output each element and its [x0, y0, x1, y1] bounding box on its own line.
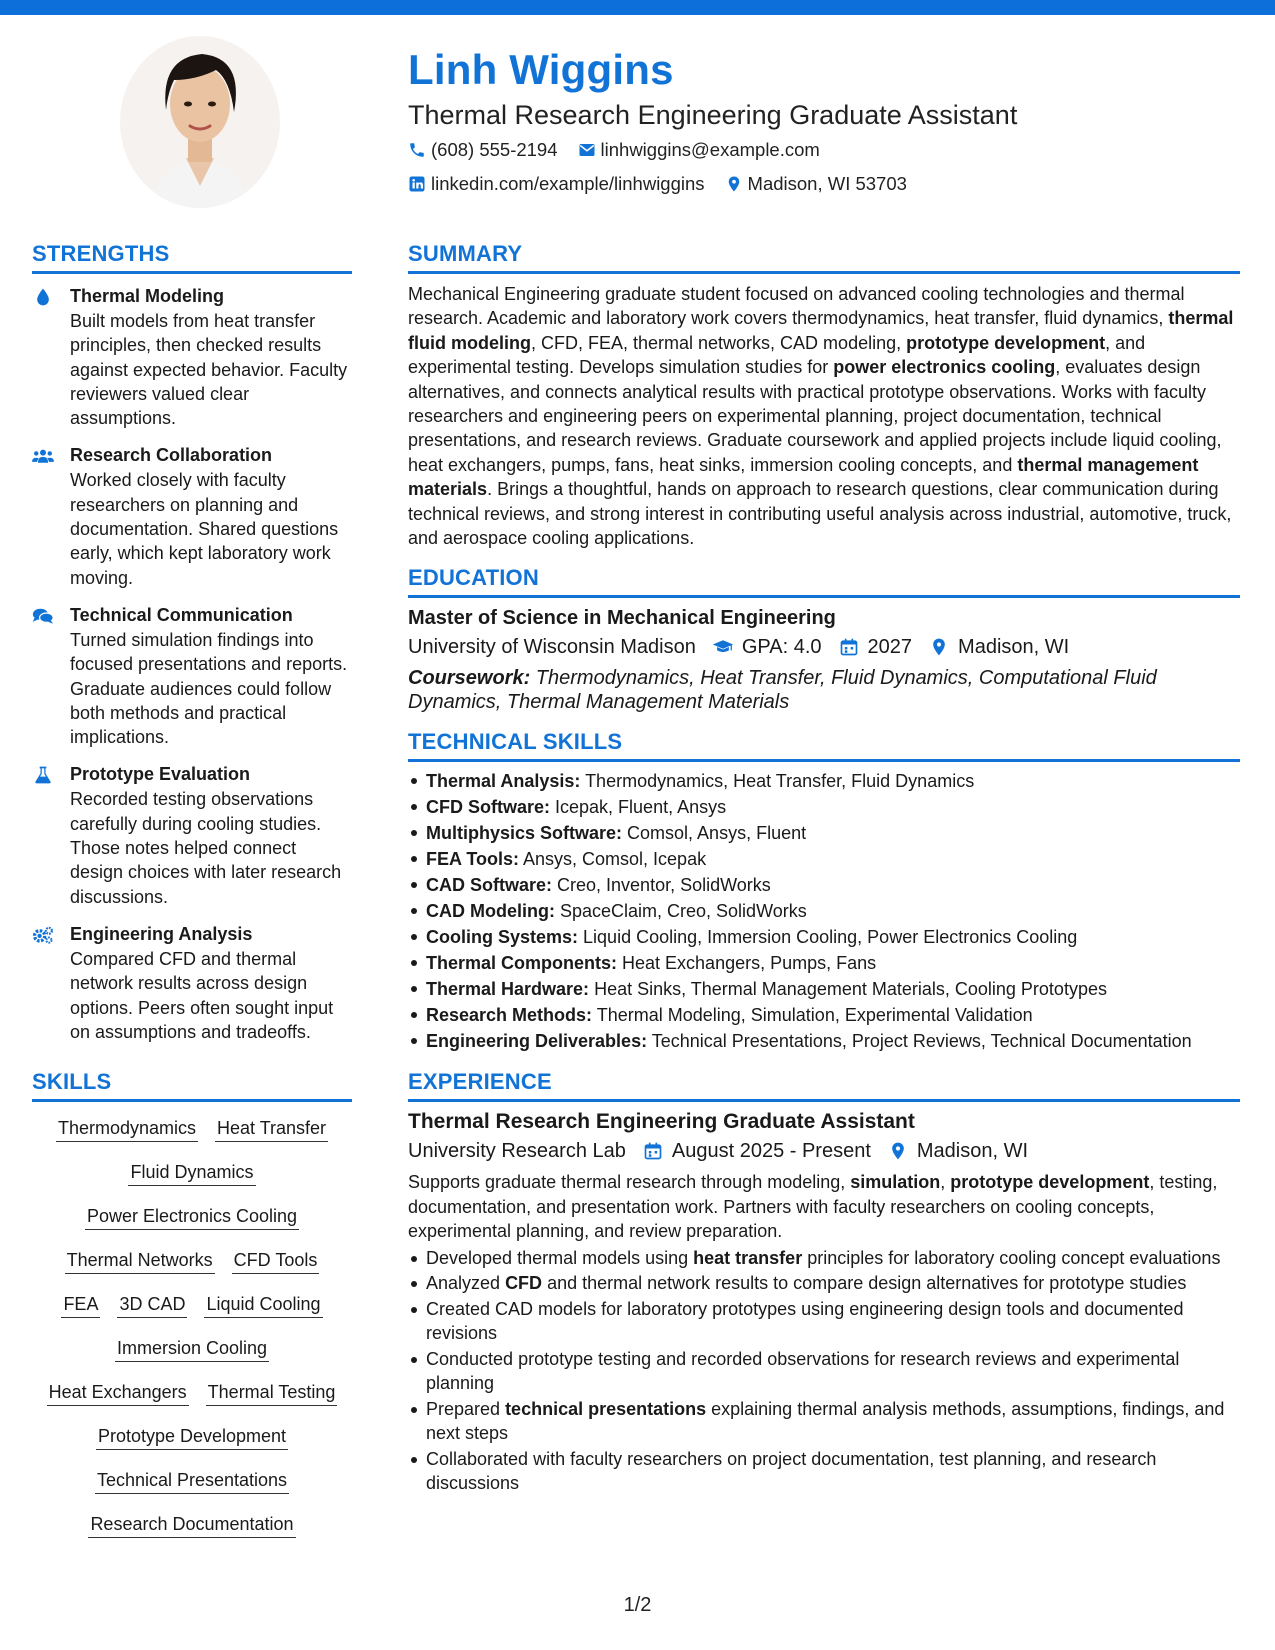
skill-values: Icepak, Fluent, Ansys: [550, 797, 727, 818]
skill-tag: Heat Exchangers: [47, 1380, 189, 1406]
education-heading: EDUCATION: [408, 564, 1240, 598]
email-contact[interactable]: [578, 139, 820, 161]
graduation-cap-icon: [712, 637, 734, 657]
technical-skill-item: [408, 1028, 1240, 1054]
droplet-icon: [32, 287, 54, 307]
skill-line: [36, 1160, 348, 1186]
strength-item: [32, 443, 352, 589]
experience-bullet: [408, 1271, 1240, 1296]
education-meta: [408, 632, 1240, 662]
linkedin-contact[interactable]: [408, 173, 705, 195]
gears-icon: [32, 925, 54, 945]
technical-skill-item: [408, 846, 1240, 872]
experience-bullet: [408, 1397, 1240, 1446]
text-segment: explaining thermal analysis methods, assumptions, findings, and next steps: [426, 1398, 1225, 1444]
text-segment: , CFD, FEA, thermal networks, CAD modeling,: [531, 332, 907, 353]
page-number: 1/2: [623, 1594, 652, 1616]
technical-skill-item: [408, 1002, 1240, 1028]
skill-category: Thermal Analysis:: [426, 771, 581, 792]
technical-skill-item: [408, 768, 1240, 794]
text-segment: Collaborated with faculty researchers on project documentation, test planning, and research discussions: [426, 1448, 1157, 1494]
technical-skill-item: [408, 898, 1240, 924]
bold-keyword: simulation: [850, 1172, 941, 1193]
coursework: [408, 666, 1240, 714]
strength-title: Research Collaboration: [70, 445, 273, 466]
skill-values: Creo, Inventor, SolidWorks: [552, 875, 771, 896]
skill-line: [36, 1512, 348, 1538]
coursework-label: Coursework:: [408, 667, 531, 690]
skill-tag: Fluid Dynamics: [128, 1160, 255, 1186]
strength-title: Thermal Modeling: [70, 286, 225, 306]
text-segment: , testing, documentation, and presentation work. Partners with faculty researchers on cooling concepts, experimental planning, and review preparation.: [408, 1172, 1218, 1242]
strength-desc: Recorded testing observations carefully during cooling studies. Those notes helped connect design choices with later research discussions.: [70, 789, 342, 907]
contact-row-1: [408, 134, 1238, 166]
skill-category: Cooling Systems:: [426, 927, 579, 948]
profile-photo: [120, 36, 280, 208]
skill-tag: Thermal Networks: [65, 1248, 215, 1274]
school-name: University of Wisconsin Madison: [408, 636, 696, 659]
strengths-list: [32, 284, 352, 1044]
text-segment: , and experimental testing. Develops simulation studies for: [408, 332, 1146, 378]
candidate-title: Thermal Research Engineering Graduate Assistant: [408, 100, 1018, 130]
experience-location: Madison, WI: [916, 1140, 1029, 1163]
experience-dates: August 2025 - Present: [671, 1140, 871, 1163]
contact-row-2: [408, 168, 1238, 200]
skill-tag: FEA: [61, 1292, 100, 1318]
skill-tags: [32, 1116, 352, 1538]
skill-line: [36, 1204, 348, 1230]
right-column: [408, 240, 1240, 1497]
text-segment: Supports graduate thermal research through modeling,: [408, 1172, 851, 1193]
experience-role: Thermal Research Engineering Graduate Assistant: [408, 1110, 915, 1134]
bold-keyword: prototype development: [906, 332, 1106, 353]
technical-skill-item: [408, 820, 1240, 846]
text-segment: Analyzed: [426, 1273, 506, 1294]
skill-line: [36, 1116, 348, 1142]
skill-values: SpaceClaim, Creo, SolidWorks: [554, 901, 807, 922]
strength-desc: Built models from heat transfer principles, then checked results against expected behavior. Faculty reviewers valued clear assumptions.: [70, 311, 348, 429]
gpa-text: GPA: 4.0: [741, 636, 822, 659]
technical-skill-item: [408, 872, 1240, 898]
skill-tag: Thermodynamics: [56, 1116, 198, 1142]
skill-tag: CFD Tools: [232, 1248, 320, 1274]
technical-skill-item: [408, 924, 1240, 950]
skill-values: Heat Exchangers, Pumps, Fans: [617, 953, 877, 974]
experience-org: University Research Lab: [408, 1140, 626, 1163]
linkedin-text: linkedin.com/example/linhwiggins: [431, 173, 705, 194]
skill-tag: Technical Presentations: [95, 1468, 289, 1494]
skill-category: Engineering Deliverables:: [426, 1031, 648, 1052]
experience-intro: [408, 1170, 1240, 1243]
text-segment: Mechanical Engineering graduate student focused on advanced cooling technologies and thermal research. Academic and laboratory work covers thermodynamics, heat transfer, fluid dynamics,: [408, 284, 1185, 329]
technical-skill-item: [408, 950, 1240, 976]
skill-category: Thermal Hardware:: [426, 979, 590, 1000]
users-icon: [32, 446, 54, 466]
technical-skill-item: [408, 794, 1240, 820]
bold-keyword: thermal fluid modeling: [408, 308, 1234, 353]
text-segment: and thermal network results to compare design alternatives for prototype studies: [542, 1273, 1187, 1294]
map-pin-icon: [887, 1141, 909, 1161]
bold-keyword: prototype development: [950, 1172, 1150, 1193]
experience-bullet: [408, 1297, 1240, 1346]
text-segment: Created CAD models for laboratory prototypes using engineering design tools and documented revisions: [426, 1298, 1184, 1344]
skill-line: [36, 1336, 348, 1362]
experience-bullet: [408, 1347, 1240, 1396]
skill-category: CAD Modeling:: [426, 901, 555, 922]
strength-desc: Compared CFD and thermal network results across design options. Peers often sought input on assumptions and tradeoffs.: [70, 948, 334, 1042]
text-segment: Conducted prototype testing and recorded observations for research reviews and experimental planning: [426, 1348, 1180, 1394]
skill-values: Ansys, Comsol, Icepak: [519, 849, 707, 870]
skill-line: [36, 1424, 348, 1450]
degree-title: Master of Science in Mechanical Engineering: [408, 607, 836, 630]
skill-values: Heat Sinks, Thermal Management Materials, Cooling Prototypes: [589, 979, 1107, 1000]
skill-tag: Prototype Development: [96, 1424, 288, 1450]
skill-tag: Power Electronics Cooling: [85, 1204, 299, 1230]
skill-tag: Heat Transfer: [215, 1116, 328, 1142]
map-pin-icon: [928, 637, 950, 657]
strengths-heading: STRENGTHS: [32, 240, 352, 274]
text-segment: Developed thermal models using: [426, 1247, 694, 1268]
experience-bullets: [408, 1246, 1240, 1496]
experience-meta: [408, 1136, 1240, 1166]
strength-title: Prototype Evaluation: [70, 764, 251, 785]
email-text: linhwiggins@example.com: [600, 139, 820, 160]
skills-heading: SKILLS: [32, 1068, 352, 1102]
strength-item: [32, 762, 352, 908]
graduation-year: 2027: [867, 636, 913, 659]
technical-skills-heading: TECHNICAL SKILLS: [408, 728, 1240, 762]
skill-tag: Immersion Cooling: [115, 1336, 269, 1362]
skill-line: [36, 1292, 348, 1318]
skill-line: [36, 1248, 348, 1274]
skill-category: Research Methods:: [426, 1005, 593, 1026]
skill-category: Multiphysics Software:: [426, 823, 623, 844]
envelope-icon: [578, 141, 596, 159]
skill-values: Thermal Modeling, Simulation, Experimental Validation: [592, 1005, 1033, 1026]
skill-category: FEA Tools:: [426, 849, 519, 870]
strength-desc: Turned simulation findings into focused presentations and reports. Graduate audiences could follow both methods and practical implications.: [70, 629, 348, 748]
strength-title: Engineering Analysis: [70, 923, 253, 944]
skill-line: [36, 1380, 348, 1406]
strength-title: Technical Communication: [70, 604, 293, 625]
strength-item: [32, 922, 352, 1044]
summary-text: [408, 282, 1240, 550]
skill-values: Thermodynamics, Heat Transfer, Fluid Dynamics: [580, 771, 975, 792]
left-column: [32, 240, 352, 1556]
top-accent-bar: [0, 0, 1275, 15]
calendar-icon: [642, 1141, 664, 1161]
skill-category: CFD Software:: [426, 797, 551, 818]
phone-contact[interactable]: [408, 139, 558, 161]
strength-item: [32, 284, 352, 430]
bold-keyword: CFD: [505, 1273, 543, 1294]
map-pin-icon: [725, 175, 743, 193]
text-segment: principles for laboratory cooling concept evaluations: [802, 1247, 1221, 1268]
skill-tag: Research Documentation: [88, 1512, 295, 1538]
experience-bullet: [408, 1447, 1240, 1496]
text-segment: Prepared: [426, 1398, 506, 1419]
strength-item: [32, 603, 352, 749]
phone-text: (608) 555-2194: [431, 139, 558, 160]
skill-values: Technical Presentations, Project Reviews, Technical Documentation: [647, 1031, 1192, 1052]
linkedin-icon: [408, 175, 426, 193]
skill-line: [36, 1468, 348, 1494]
skill-tag: 3D CAD: [117, 1292, 187, 1318]
skill-category: CAD Software:: [426, 875, 553, 896]
summary-heading: SUMMARY: [408, 240, 1240, 274]
location-text: Madison, WI 53703: [747, 173, 907, 194]
skill-values: Comsol, Ansys, Fluent: [622, 823, 807, 844]
technical-skill-item: [408, 976, 1240, 1002]
candidate-name: Linh Wiggins: [408, 46, 674, 93]
bold-keyword: thermal management materials: [408, 454, 1199, 500]
skill-tag: Liquid Cooling: [204, 1292, 322, 1318]
text-segment: ,: [940, 1172, 951, 1193]
skill-category: Thermal Components:: [426, 953, 618, 974]
text-segment: . Brings a thoughtful, hands on approach to research questions, clear communication during technical reviews, and strong interest in contributing useful analysis across industrial, automotive, truck, and aerospace cooling applications.: [408, 479, 1232, 549]
skill-tag: Thermal Testing: [206, 1380, 338, 1406]
calendar-icon: [838, 637, 860, 657]
bold-keyword: technical presentations: [505, 1398, 707, 1419]
resume-header: [408, 42, 1238, 200]
bold-keyword: power electronics cooling: [833, 357, 1056, 378]
experience-heading: EXPERIENCE: [408, 1068, 1240, 1102]
location-contact: [725, 173, 907, 195]
skill-values: Liquid Cooling, Immersion Cooling, Power Electronics Cooling: [578, 927, 1078, 948]
skills-section: [32, 1068, 352, 1538]
education-location: Madison, WI: [958, 636, 1070, 659]
coursework-list: Thermodynamics, Heat Transfer, Fluid Dynamics, Computational Fluid Dynamics, Thermal Management Materials: [408, 667, 1157, 714]
phone-icon: [408, 141, 426, 159]
technical-skills-list: [408, 768, 1240, 1054]
strength-desc: Worked closely with faculty researchers on planning and documentation. Shared questions early, which kept laboratory work moving.: [70, 470, 339, 588]
experience-bullet: [408, 1246, 1240, 1271]
flask-icon: [32, 765, 54, 785]
comments-icon: [32, 606, 54, 626]
text-segment: , evaluates design alternatives, and connects analytical results with practical prototype observations. Works with faculty researchers and engineering peers on experimental planning, project documentation, technical presentations, and research reviews. Graduate coursework and applied projects include liquid cooling, heat exchangers, pumps, fans, heat sinks, immersion cooling concepts, and: [408, 357, 1222, 475]
bold-keyword: heat transfer: [693, 1247, 803, 1268]
